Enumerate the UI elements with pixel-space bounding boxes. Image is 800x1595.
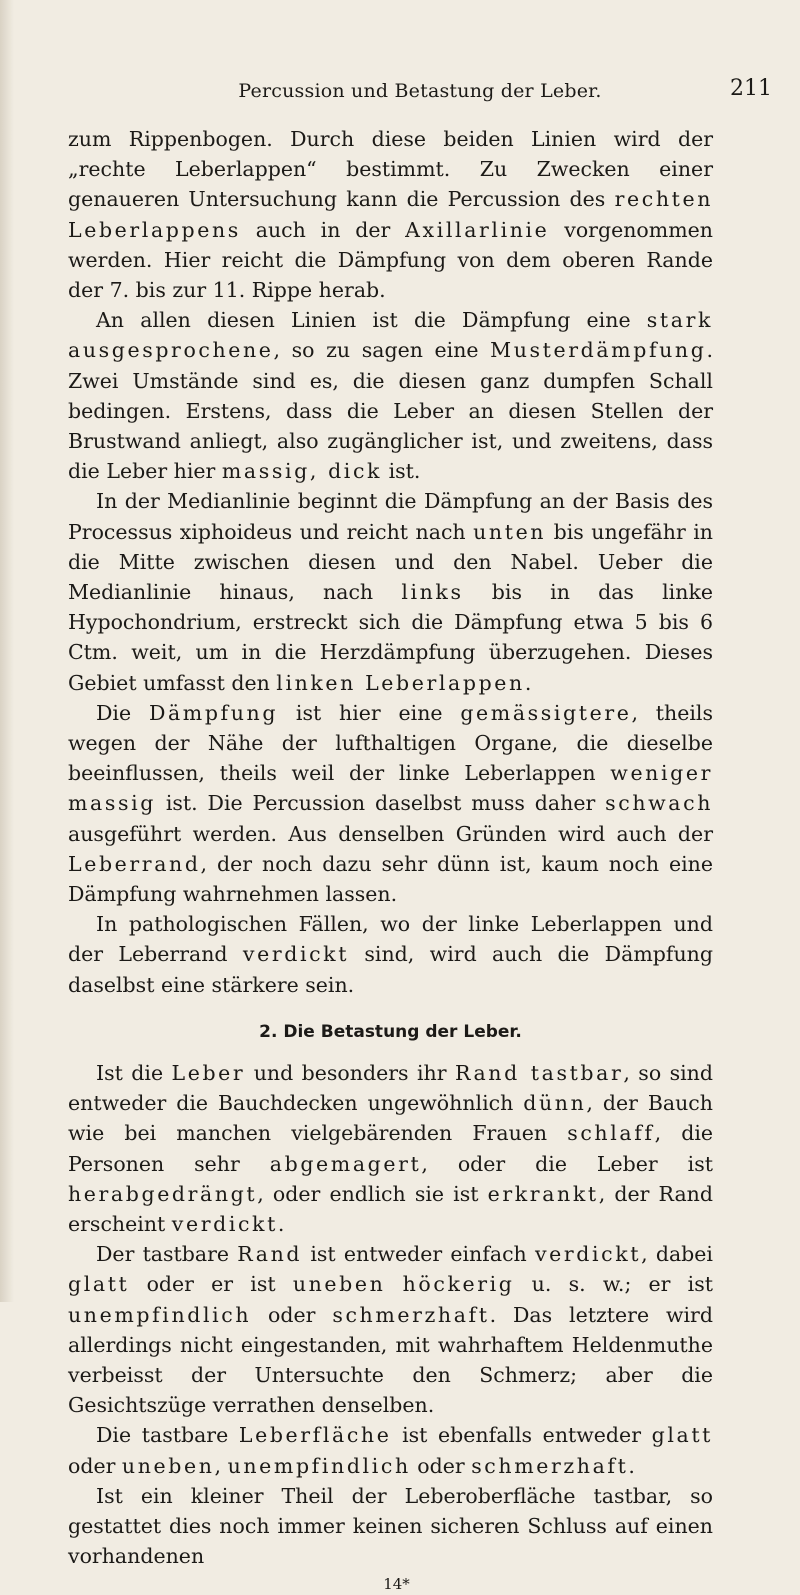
page-number: 211	[730, 76, 772, 101]
emphasis-text: schmerzhaft	[471, 1453, 629, 1478]
emphasis-text: Leberrand	[68, 851, 201, 876]
emphasis-text: Rand	[237, 1242, 303, 1267]
running-head	[60, 76, 780, 106]
text-run: vorgenommen werden. Hier reicht die Dämpfung von dem oberen Rande der 7. bis zur 11. Rippe herab.	[68, 217, 713, 303]
paragraph	[68, 486, 713, 697]
text-run: ist entweder einfach	[302, 1242, 535, 1267]
emphasis-text: links	[401, 580, 464, 605]
paragraph	[68, 305, 713, 486]
text-run: , die Personen sehr	[68, 1121, 714, 1176]
text-run: ist hier eine	[278, 700, 461, 725]
text-run: und besonders ihr	[245, 1060, 455, 1085]
emphasis-text: Dämpfung	[148, 700, 279, 725]
emphasis-text: unten	[473, 519, 547, 544]
text-run: bis in das linke Hypochondrium, erstreckt sich die Dämpfung etwa 5 bis 6 Ctm. weit, um in die Herzdämpfung überzugehen. Dieses Gebiet umfasst den	[68, 580, 713, 695]
emphasis-text: höckerig	[402, 1272, 515, 1297]
text-run: . Das letztere wird allerdings nicht eingestanden, mit wahrhaftem Heldenmuthe verbeisst der Untersuchte den Schmerz; aber die Gesichtszüge verrathen denselben.	[68, 1302, 713, 1418]
text-run: oder	[68, 1453, 122, 1478]
text-run: ist ebenfalls entweder	[391, 1423, 652, 1448]
paragraph	[68, 1058, 713, 1239]
emphasis-text: Rand tastbar	[454, 1060, 624, 1085]
emphasis-text: glatt	[68, 1272, 130, 1297]
text-run: Ist ein kleiner Theil der Leberoberfläche tastbar, so gestattet dies noch immer keinen sicheren Schluss auf einen vorhandenen	[68, 1483, 713, 1569]
emphasis-text: dünn	[523, 1091, 587, 1116]
emphasis-text: erkrankt	[487, 1181, 599, 1206]
text-run: , oder endlich sie ist	[257, 1181, 488, 1206]
paragraph	[68, 124, 713, 305]
emphasis-text: schlaff	[567, 1121, 655, 1146]
body-text	[68, 124, 713, 1595]
emphasis-text: glatt	[651, 1423, 714, 1448]
emphasis-text: gemässigtere	[460, 700, 632, 725]
emphasis-text: Leber	[171, 1060, 246, 1085]
text-run: , so sind entweder die Bauchdecken ungewöhnlich	[68, 1060, 713, 1116]
text-run: , der noch dazu sehr dünn ist, kaum noch eine Dämpfung wahrnehmen lassen.	[68, 851, 713, 907]
emphasis-text: Leberfläche	[238, 1423, 392, 1448]
text-run: ,	[214, 1453, 228, 1478]
signature-mark: 14*	[383, 1575, 410, 1594]
emphasis-text: linken Leberlappen	[276, 670, 525, 695]
text-run: Ist die	[96, 1060, 172, 1085]
emphasis-text: abgemagert	[269, 1151, 422, 1176]
emphasis-text: rechten Leberlappens	[68, 187, 713, 242]
text-run: ausgeführt werden. Aus denselben Gründen wird auch der	[68, 821, 713, 846]
text-run: , oder die Leber ist	[421, 1151, 713, 1176]
emphasis-text: verdickt	[242, 942, 350, 967]
emphasis-text: Musterdämpfung	[490, 338, 707, 363]
section-heading: 2. Die Betastung der Leber.	[259, 1021, 522, 1042]
paragraph	[68, 1420, 713, 1480]
text-run: oder er ist	[129, 1272, 293, 1297]
text-run: sind, wird auch die Dämpfung daselbst eine stärkere sein.	[68, 942, 713, 997]
text-run	[385, 1272, 402, 1296]
text-run: Die tastbare	[96, 1423, 239, 1448]
text-run: , dabei	[641, 1242, 713, 1267]
paragraph	[68, 909, 713, 1000]
emphasis-text: schmerzhaft	[332, 1302, 490, 1327]
text-run: Der tastbare	[96, 1242, 238, 1267]
text-run: bis ungefähr in die Mitte zwischen diesen und den Nabel. Ueber die Medianlinie hinaus, nach	[68, 519, 714, 605]
text-run: auch in der	[240, 217, 406, 242]
text-run: , der Rand erscheint	[68, 1181, 713, 1236]
text-run: oder	[251, 1302, 333, 1327]
text-run: .	[628, 1453, 635, 1478]
emphasis-text: uneben	[121, 1453, 215, 1478]
text-run: oder	[410, 1453, 472, 1478]
paragraph	[68, 698, 713, 909]
text-run: Die	[96, 700, 149, 725]
text-run: An allen diesen Linien ist die Dämpfung eine	[96, 308, 647, 333]
text-run: zum Rippenbogen. Durch diese beiden Linien wird der „rechte Leberlappen“ bestimmt. Zu Zwecken einer genaueren Untersuchung kann die Percussion des	[68, 127, 713, 212]
text-run: , theils wegen der Nähe der lufthaltigen Organe, die dieselbe beeinflussen, theils weil der linke Leberlappen	[68, 700, 713, 786]
emphasis-text: verdickt	[171, 1211, 278, 1236]
emphasis-text: herabgedrängt	[68, 1181, 258, 1206]
paragraph	[68, 1481, 713, 1572]
text-run: . Zwei Umstände sind es, die diesen ganz dumpfen Schall bedingen. Erstens, dass die Leber an diesen Stellen der Brustwand anliegt, also zugänglicher ist, und zweitens, dass die Leber hier	[68, 338, 713, 484]
text-run: , so zu sagen eine	[273, 338, 491, 363]
emphasis-text: stark ausgesprochene	[68, 308, 713, 363]
text-run: ist.	[382, 459, 421, 484]
emphasis-text: weniger massig	[68, 761, 713, 816]
paragraph	[68, 1239, 713, 1420]
text-run: In der Medianlinie beginnt die Dämpfung an der Basis des Processus xiphoideus und reicht nach	[68, 489, 713, 544]
running-head-title: Percussion und Betastung der Leber.	[238, 80, 602, 102]
text-run: , der Bauch wie bei manchen vielgebärenden Frauen	[68, 1091, 713, 1146]
emphasis-text: massig, dick	[221, 459, 383, 484]
page-gutter-shadow	[0, 0, 14, 1302]
emphasis-text: unempfindlich	[68, 1302, 252, 1327]
emphasis-text: verdickt	[534, 1242, 642, 1267]
text-run: .	[277, 1211, 285, 1236]
text-run: .	[524, 670, 532, 695]
text-run: u. s. w.; er ist	[514, 1272, 713, 1297]
emphasis-text: Axillarlinie	[405, 217, 550, 242]
text-run: ist. Die Percussion daselbst muss daher	[155, 791, 606, 816]
text-run: In pathologischen Fällen, wo der linke Leberlappen und der Leberrand	[68, 912, 713, 967]
emphasis-text: schwach	[605, 791, 713, 816]
emphasis-text: uneben	[292, 1272, 386, 1297]
emphasis-text: unempfindlich	[227, 1453, 411, 1478]
